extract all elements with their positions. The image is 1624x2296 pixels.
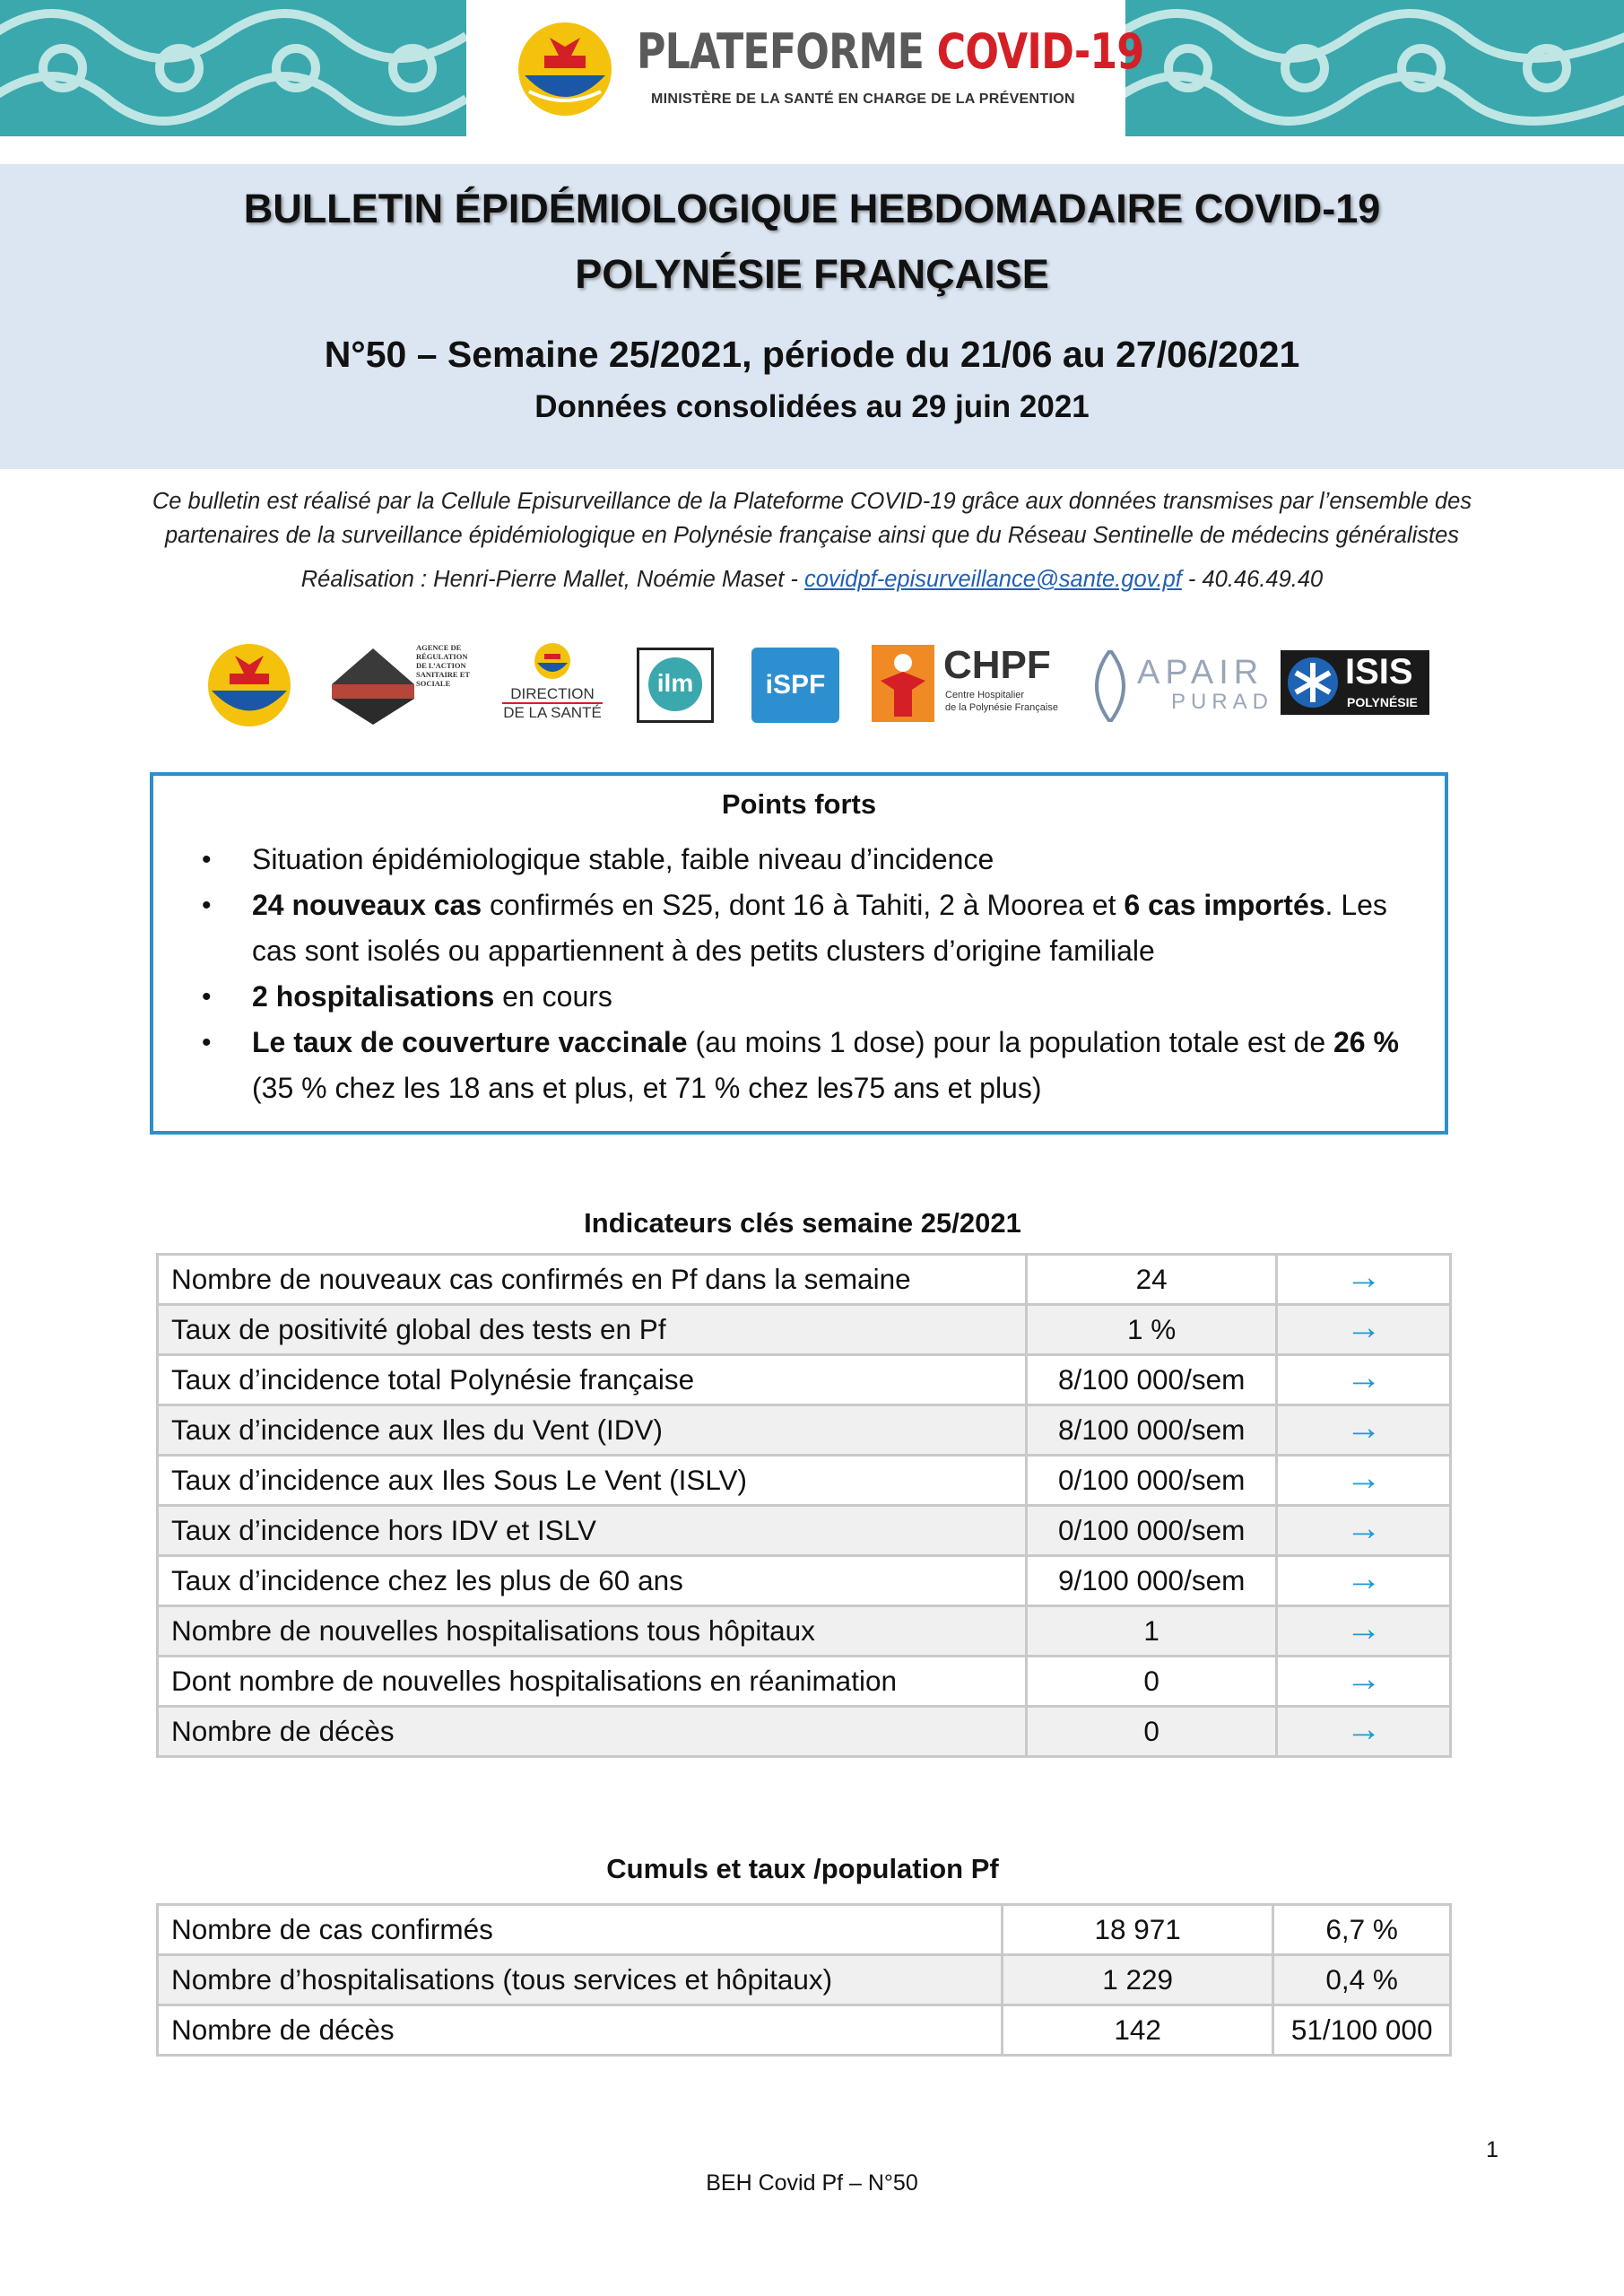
polynesia-emblem-icon xyxy=(534,641,571,681)
banner-pattern-left xyxy=(0,0,466,136)
bulletin-issue: N°50 – Semaine 25/2021, période du 21/06 au 27/06/2021 xyxy=(324,334,1300,375)
indicator-label: Taux d’incidence hors IDV et ISLV xyxy=(158,1506,1027,1556)
right-arrow-icon: → xyxy=(1345,1458,1382,1498)
indicator-label: Taux de positivité global des tests en Pf xyxy=(158,1305,1027,1355)
indicator-value: 1 % xyxy=(1026,1305,1277,1355)
right-arrow-icon: → xyxy=(1345,1659,1382,1699)
table-row xyxy=(158,1955,1451,2005)
contact-email-link[interactable]: covidpf-episurveillance@sante.gov.pf xyxy=(803,567,1182,592)
direction-sante-logo: DIRECTION DE LA SANTÉ xyxy=(502,641,603,729)
table-row xyxy=(158,1456,1451,1506)
polynesia-emblem-icon xyxy=(507,20,623,118)
right-arrow-icon: → xyxy=(1345,1609,1382,1648)
apair-logo: APAIR PURAD xyxy=(1083,641,1263,729)
cumul-value: 1 229 xyxy=(1003,1955,1273,2005)
list-item: • Le taux de couverture vaccinale (au moins 1 dose) pour la population totale est de 26 % (35 % chez les 18 ans et plus, et 71 % chez les75 ans et plus) xyxy=(153,1020,1445,1111)
table-row xyxy=(158,1905,1451,1955)
right-arrow-icon: → xyxy=(1345,1358,1382,1397)
cumuls-table xyxy=(156,1903,1452,2057)
indicator-value: 1 xyxy=(1026,1606,1277,1657)
bullet-icon: • xyxy=(202,1028,212,1057)
ispf-logo: iSPF xyxy=(751,648,839,723)
page-footer: BEH Covid Pf – N°50 xyxy=(706,2170,918,2196)
bullet-icon: • xyxy=(202,891,212,920)
table-row xyxy=(158,1405,1451,1456)
cumul-label: Nombre de décès xyxy=(158,2005,1003,2056)
brand-subtitle: MINISTÈRE DE LA SANTÉ EN CHARGE DE LA PRÉVENTION xyxy=(651,91,1075,107)
bulletin-title: BULLETIN ÉPIDÉMIOLOGIQUE HEBDOMADAIRE COVID-19 xyxy=(243,186,1381,231)
table-row xyxy=(158,1506,1451,1556)
indicator-label: Nombre de nouveaux cas confirmés en Pf dans la semaine xyxy=(158,1255,1027,1305)
plateforme-logo-block xyxy=(466,0,1144,136)
cumul-rate: 6,7 % xyxy=(1273,1905,1451,1955)
indicator-value: 8/100 000/sem xyxy=(1026,1405,1277,1456)
indicator-value: 9/100 000/sem xyxy=(1026,1556,1277,1606)
bullet-icon: • xyxy=(202,982,212,1012)
indicators-title: Indicateurs clés semaine 25/2021 xyxy=(584,1207,1021,1239)
right-arrow-icon: → xyxy=(1345,1709,1382,1749)
cumul-label: Nombre d’hospitalisations (tous services et hôpitaux) xyxy=(158,1955,1003,2005)
right-arrow-icon: → xyxy=(1345,1308,1382,1347)
list-item: • 2 hospitalisations en cours xyxy=(153,974,1445,1020)
indicator-label: Nombre de nouvelles hospitalisations tous hôpitaux xyxy=(158,1606,1027,1657)
indicator-value: 0/100 000/sem xyxy=(1026,1456,1277,1506)
cumul-rate: 51/100 000 xyxy=(1273,2005,1451,2056)
list-item: • 24 nouveaux cas confirmés en S25, dont 16 à Tahiti, 2 à Moorea et 6 cas importés. Les cas sont isolés ou appartiennent à des petits clusters d’origine familiale xyxy=(153,883,1445,974)
banner-pattern-right xyxy=(1125,0,1624,136)
table-row xyxy=(158,2005,1451,2056)
bulletin-region: POLYNÉSIE FRANÇAISE xyxy=(575,251,1049,297)
table-row xyxy=(158,1606,1451,1657)
chpf-emblem-icon xyxy=(872,645,934,722)
indicator-label: Nombre de décès xyxy=(158,1707,1027,1757)
table-row xyxy=(158,1657,1451,1707)
right-arrow-icon: → xyxy=(1345,1559,1382,1598)
indicator-value: 0/100 000/sem xyxy=(1026,1506,1277,1556)
indicator-label: Taux d’incidence aux Iles du Vent (IDV) xyxy=(158,1405,1027,1456)
indicator-value: 8/100 000/sem xyxy=(1026,1355,1277,1405)
indicators-table xyxy=(156,1253,1452,1758)
table-row xyxy=(158,1707,1451,1757)
isis-logo: ISIS POLYNÉSIE xyxy=(1281,650,1429,715)
polynesia-emblem-icon xyxy=(199,641,300,729)
consolidated-date: Données consolidées au 29 juin 2021 xyxy=(534,389,1090,424)
cumuls-title: Cumuls et taux /population Pf xyxy=(606,1853,999,1884)
intro-line-2: partenaires de la surveillance épidémiologique en Polynésie française ainsi que du Réseau Sentinelle de médecins généralistes xyxy=(164,523,1460,548)
table-row xyxy=(158,1255,1451,1305)
cumul-rate: 0,4 % xyxy=(1273,1955,1451,2005)
right-arrow-icon: → xyxy=(1345,1509,1382,1548)
indicator-label: Dont nombre de nouvelles hospitalisations en réanimation xyxy=(158,1657,1027,1707)
bullet-icon: • xyxy=(202,845,212,874)
arass-emblem-icon xyxy=(332,648,414,725)
cumul-label: Nombre de cas confirmés xyxy=(158,1905,1003,1955)
realisation-line: Réalisation : Henri-Pierre Mallet, Noémie Maset - covidpf-episurveillance@sante.gov.pf - 40.46.49.40 xyxy=(300,567,1324,592)
ilm-logo: ilm xyxy=(637,648,714,723)
chpf-logo: CHPF Centre Hospitalier de la Polynésie Française xyxy=(872,643,1060,727)
cumul-value: 142 xyxy=(1003,2005,1273,2056)
cumul-value: 18 971 xyxy=(1003,1905,1273,1955)
right-arrow-icon: → xyxy=(1345,1257,1382,1297)
indicator-label: Taux d’incidence aux Iles Sous Le Vent (ISLV) xyxy=(158,1456,1027,1506)
indicator-label: Taux d’incidence chez les plus de 60 ans xyxy=(158,1556,1027,1606)
asterisk-icon xyxy=(1286,656,1340,709)
arass-logo: AGENCE DE RÉGULATION DE L’ACTION SANITAIRE ET SOCIALE xyxy=(332,641,475,729)
points-forts-list xyxy=(153,837,1445,1111)
indicator-value: 0 xyxy=(1026,1657,1277,1707)
leaf-icon xyxy=(1083,650,1137,722)
table-row xyxy=(158,1305,1451,1355)
points-forts-title: Points forts xyxy=(721,788,877,820)
indicator-value: 24 xyxy=(1026,1255,1277,1305)
brand-title: PLATEFORME COVID-19 xyxy=(637,23,1144,80)
indicator-value: 0 xyxy=(1026,1707,1277,1757)
indicator-label: Taux d’incidence total Polynésie française xyxy=(158,1355,1027,1405)
table-row xyxy=(158,1355,1451,1405)
page-number: 1 xyxy=(1486,2137,1498,2162)
intro-line-1: Ce bulletin est réalisé par la Cellule Episurveillance de la Plateforme COVID-19 grâce aux données transmises par l’ensemble des xyxy=(152,489,1472,514)
table-row xyxy=(158,1556,1451,1606)
list-item: • Situation épidémiologique stable, faible niveau d’incidence xyxy=(153,837,1445,883)
points-forts-box xyxy=(150,772,1448,1135)
right-arrow-icon: → xyxy=(1345,1408,1382,1448)
partner-logos xyxy=(0,641,1624,731)
